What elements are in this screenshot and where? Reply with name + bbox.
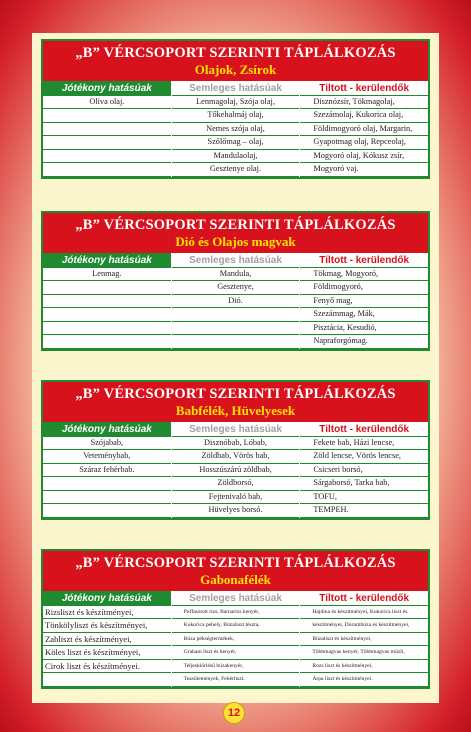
table-cell bbox=[43, 477, 171, 491]
column-bad bbox=[299, 422, 428, 518]
table-cell bbox=[43, 136, 171, 150]
table-cell: Rizsliszt és készítményei, bbox=[43, 606, 171, 620]
table-cell: Zabliszt és készítményei, bbox=[43, 633, 171, 647]
column-header-bad: Tiltott - kerülendők bbox=[300, 422, 428, 437]
table-cell: Olíva olaj. bbox=[43, 96, 171, 110]
card-subtitle: Babfélék, Hüvelyesek bbox=[175, 402, 296, 418]
table-cell bbox=[172, 308, 300, 322]
table-cell: Puffasztott rizs, Barnarizs kenyér, bbox=[172, 606, 300, 620]
table-cell: Szójabab, bbox=[43, 437, 171, 451]
table-cell: Búza pékségtermékek, bbox=[172, 633, 300, 647]
table-cell: Hajdina és készítményei, Kukorica liszt és bbox=[300, 606, 428, 620]
table-cell bbox=[43, 308, 171, 322]
table-cell: Teasütemények, Fehérliszt. bbox=[172, 673, 300, 687]
table-cell: Rozs liszt és készítményei, bbox=[300, 660, 428, 674]
table-cell: Mandulaolaj, bbox=[172, 150, 300, 164]
table-cell: Árpa liszt és készítményei. bbox=[300, 673, 428, 687]
table-cell: Száraz fehérbab. bbox=[43, 464, 171, 478]
table-cell: Sárgaborsó, Tarka bab, bbox=[300, 477, 428, 491]
table-cell: Fekete bab, Házi lencse, bbox=[300, 437, 428, 451]
column-good bbox=[43, 253, 171, 349]
table-cell: Földimogyoró, bbox=[300, 281, 428, 295]
table-cell: Fenyő mag, bbox=[300, 295, 428, 309]
card-title: „B” VÉRCSOPORT SZERINTI TÁPLÁLKOZÁS bbox=[75, 217, 396, 233]
table-cell: Tökmag, Mogyoró, bbox=[300, 268, 428, 282]
food-table-card bbox=[41, 549, 430, 689]
column-good bbox=[43, 422, 171, 518]
table-cell bbox=[43, 109, 171, 123]
table-cell bbox=[43, 150, 171, 164]
table-cell: Graham liszt és kenyér, bbox=[172, 646, 300, 660]
column-bad bbox=[299, 81, 428, 177]
column-neutral bbox=[171, 591, 300, 687]
column-bad bbox=[299, 253, 428, 349]
food-table-card bbox=[41, 380, 430, 520]
table-cell: Búzaliszt és készítményei, bbox=[300, 633, 428, 647]
table-columns bbox=[43, 253, 428, 349]
table-cell: Dió. bbox=[172, 295, 300, 309]
column-header-neutral: Semleges hatásúak bbox=[172, 591, 300, 606]
table-cell bbox=[172, 335, 300, 349]
table-cell: készítményei, Durumbúza és készítményei, bbox=[300, 619, 428, 633]
table-cell: Lenmag. bbox=[43, 268, 171, 282]
table-cell: Gyapotmag olaj, Repceolaj, bbox=[300, 136, 428, 150]
card-header bbox=[43, 41, 428, 81]
table-columns bbox=[43, 422, 428, 518]
table-cell: TEMPEH. bbox=[300, 504, 428, 518]
table-cell bbox=[43, 491, 171, 505]
table-cell: Szezámolaj, Kukorica olaj, bbox=[300, 109, 428, 123]
column-header-good: Jótékony hatásúak bbox=[43, 81, 171, 96]
card-title: „B” VÉRCSOPORT SZERINTI TÁPLÁLKOZÁS bbox=[75, 555, 396, 571]
table-cell: Többmagvas kenyér, Többmagvas müzli, bbox=[300, 646, 428, 660]
column-bad bbox=[299, 591, 428, 687]
table-cell: Szőlőmag – olaj, bbox=[172, 136, 300, 150]
table-cell bbox=[43, 673, 171, 687]
table-cell: Kukorica pehely, Búzaliszt tészta, bbox=[172, 619, 300, 633]
card-title: „B” VÉRCSOPORT SZERINTI TÁPLÁLKOZÁS bbox=[75, 45, 396, 61]
column-header-neutral: Semleges hatásúak bbox=[172, 81, 300, 96]
table-cell: Köles liszt és készítményei, bbox=[43, 646, 171, 660]
table-cell bbox=[43, 123, 171, 137]
column-header-good: Jótékony hatásúak bbox=[43, 253, 171, 268]
table-cell: Csicseri borsó, bbox=[300, 464, 428, 478]
table-cell: Pisztácia, Kesudió, bbox=[300, 322, 428, 336]
table-cell bbox=[43, 295, 171, 309]
column-header-good: Jótékony hatásúak bbox=[43, 422, 171, 437]
column-neutral bbox=[171, 422, 300, 518]
table-cell: Mogyoró olaj, Kókusz zsír, bbox=[300, 150, 428, 164]
table-cell: Tőkehalmáj olaj, bbox=[172, 109, 300, 123]
card-header bbox=[43, 382, 428, 422]
column-header-bad: Tiltott - kerülendők bbox=[300, 253, 428, 268]
card-subtitle: Gabonafélék bbox=[200, 571, 271, 587]
card-header bbox=[43, 213, 428, 253]
table-columns bbox=[43, 591, 428, 687]
table-cell: Veteménybab, bbox=[43, 450, 171, 464]
table-cell bbox=[43, 504, 171, 518]
column-header-good: Jótékony hatásúak bbox=[43, 591, 171, 606]
table-cell: Nemes szója olaj, bbox=[172, 123, 300, 137]
table-cell: Gesztenye, bbox=[172, 281, 300, 295]
card-subtitle: Dió és Olajos magvak bbox=[175, 233, 296, 249]
table-cell: Cirok liszt és készítményei. bbox=[43, 660, 171, 674]
table-cell bbox=[43, 281, 171, 295]
table-cell: Zöldborsó, bbox=[172, 477, 300, 491]
card-title: „B” VÉRCSOPORT SZERINTI TÁPLÁLKOZÁS bbox=[75, 386, 396, 402]
table-cell: Lenmagolaj, Szója olaj, bbox=[172, 96, 300, 110]
table-cell: Zöldbab, Vörös bab, bbox=[172, 450, 300, 464]
table-cell bbox=[43, 163, 171, 177]
table-cell: TOFU, bbox=[300, 491, 428, 505]
table-cell bbox=[43, 335, 171, 349]
table-cell: Fejtenivaló bab, bbox=[172, 491, 300, 505]
table-cell: Hosszúszárú zöldbab, bbox=[172, 464, 300, 478]
table-cell: Gesztenye olaj. bbox=[172, 163, 300, 177]
table-cell bbox=[43, 322, 171, 336]
food-table-card bbox=[41, 39, 430, 179]
table-cell: Szezámmag, Mák, bbox=[300, 308, 428, 322]
column-neutral bbox=[171, 81, 300, 177]
table-cell: Földimogyoró olaj, Margarin, bbox=[300, 123, 428, 137]
column-neutral bbox=[171, 253, 300, 349]
table-cell: Mogyoró vaj. bbox=[300, 163, 428, 177]
table-cell: Zöld lencse, Vörös lencse, bbox=[300, 450, 428, 464]
column-header-bad: Tiltott - kerülendők bbox=[300, 81, 428, 96]
table-cell: Mandula, bbox=[172, 268, 300, 282]
card-subtitle: Olajok, Zsírok bbox=[194, 61, 277, 77]
page-number-badge: 12 bbox=[223, 702, 245, 724]
table-cell: Teljeskiőrlésű búzakenyér, bbox=[172, 660, 300, 674]
food-table-card bbox=[41, 211, 430, 351]
card-header bbox=[43, 551, 428, 591]
column-header-bad: Tiltott - kerülendők bbox=[300, 591, 428, 606]
table-cell: Hüvelyes borsó. bbox=[172, 504, 300, 518]
page-panel bbox=[32, 33, 439, 703]
column-header-neutral: Semleges hatásúak bbox=[172, 253, 300, 268]
table-cell: Disznózsír, Tökmagolaj, bbox=[300, 96, 428, 110]
column-good bbox=[43, 81, 171, 177]
table-cell: Tönkölyliszt és készítményei, bbox=[43, 619, 171, 633]
table-cell: Disznóbab, Lóbab, bbox=[172, 437, 300, 451]
table-cell bbox=[172, 322, 300, 336]
table-columns bbox=[43, 81, 428, 177]
column-good bbox=[43, 591, 171, 687]
column-header-neutral: Semleges hatásúak bbox=[172, 422, 300, 437]
table-cell: Napraforgómag. bbox=[300, 335, 428, 349]
